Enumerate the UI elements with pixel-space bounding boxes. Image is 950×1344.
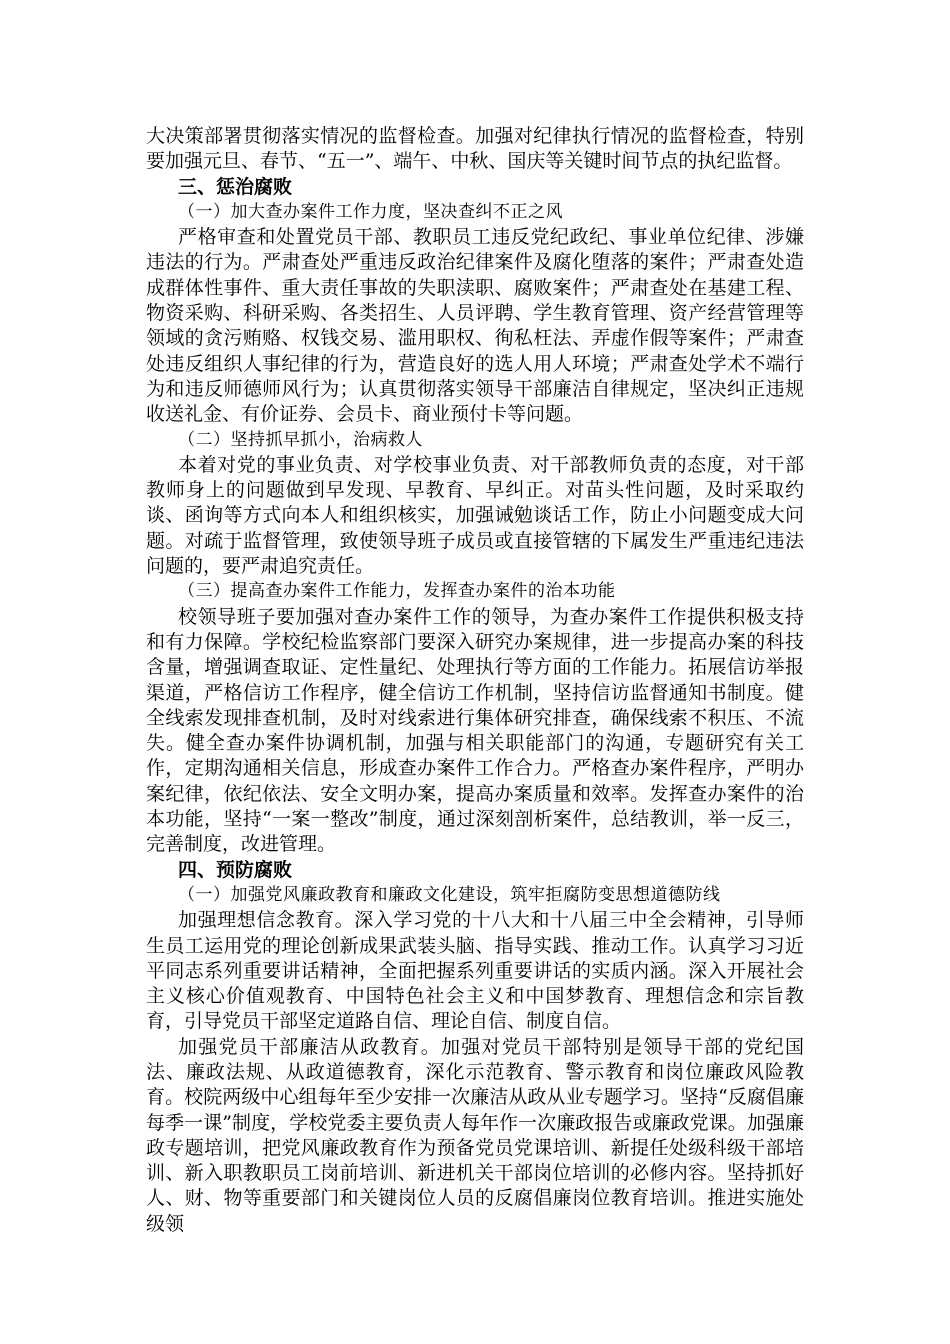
document-page <box>146 124 804 1237</box>
subheading-3-1: （一）加大查办案件工作力度，坚决查纠不正之风 <box>178 201 563 222</box>
section-heading-4: 四、预防腐败 <box>178 858 293 881</box>
paragraph: 本着对党的事业负责、对学校事业负责、对干部教师负责的态度，对干部教师身上的问题做到早发现、早教育、早纠正。对苗头性问题，及时采取约谈、函询等方式向本人和组织核实，加强诫勉谈话工作，防止小问题变成大问题。对疏于监督管理，致使领导班子成员或直接管辖的下属发生严重违纪违法问题的，要严肃追究责任。 <box>146 453 804 578</box>
paragraph: 加强理想信念教育。深入学习党的十八大和十八届三中全会精神，引导师生员工运用党的理论创新成果武装头脑、指导实践、推动工作。认真学习习近平同志系列重要讲话精神，全面把握系列重要讲话的实质内涵。深入开展社会主义核心价值观教育、中国特色社会主义和中国梦教育、理想信念和宗旨教育，引导党员干部坚定道路自信、理论自信、制度自信。 <box>146 909 804 1033</box>
subheading-3-2: （二）坚持抓早抓小，治病救人 <box>178 429 423 450</box>
paragraph: 加强党员干部廉洁从政教育。加强对党员干部特别是领导干部的党纪国法、廉政法规、从政道德教育，深化示范教育、警示教育和岗位廉政风险教育。校院两级中心组每年至少安排一次廉洁从政从业专题学习。坚持“反腐倡廉每季一课”制度，学校党委主要负责人每年作一次廉政报告或廉政党课。加强廉政专题培训，把党风廉政教育作为预备党员党课培训、新提任处级科级干部培训、新入职教职员工岗前培训、新进机关干部岗位培训的必修内容。坚持抓好人、财、物等重要部门和关键岗位人员的反腐倡廉岗位教育培训。推进实施处级领 <box>146 1035 804 1235</box>
subheading-4-1: （一）加强党风廉政教育和廉政文化建设，筑牢拒腐防变思想道德防线 <box>178 884 721 905</box>
section-heading-3: 三、惩治腐败 <box>178 175 293 198</box>
paragraph: 大决策部署贯彻落实情况的监督检查。加强对纪律执行情况的监督检查，特别要加强元旦、春节、“五一”、端午、中秋、国庆等关键时间节点的执纪监督。 <box>146 125 804 173</box>
subheading-3-3: （三）提高查办案件工作能力，发挥查办案件的治本功能 <box>178 581 616 602</box>
paragraph: 严格审查和处置党员干部、教职员工违反党纪政纪、事业单位纪律、涉嫌违法的行为。严肃查处严重违反政治纪律案件及腐化堕落的案件；严肃查处造成群体性事件、重大责任事故的失职渎职、腐败案件；严肃查处在基建工程、物资采购、科研采购、各类招生、人员评聘、学生教育管理、资产经营管理等领域的贪污贿赂、权钱交易、滥用职权、徇私枉法、弄虚作假等案件；严肃查处违反组织人事纪律的行为，营造良好的选人用人环境；严肃查处学术不端行为和违反师德师风行为；认真贯彻落实领导干部廉洁自律规定，坚决纠正违规收送礼金、有价证券、会员卡、商业预付卡等问题。 <box>146 226 804 426</box>
paragraph: 校领导班子要加强对查办案件工作的领导，为查办案件工作提供积极支持和有力保障。学校纪检监察部门要深入研究办案规律，进一步提高办案的科技含量，增强调查取证、定性量纪、处理执行等方面的工作能力。拓展信访举报渠道，严格信访工作程序，健全信访工作机制，坚持信访监督通知书制度。健全线索发现排查机制，及时对线索进行集体研究排查，确保线索不积压、不流失。健全查办案件协调机制，加强与相关职能部门的沟通，专题研究有关工作，定期沟通相关信息，形成查办案件工作合力。严格查办案件程序，严明办案纪律，依纪依法、安全文明办案，提高办案质量和效率。发挥查办案件的治本功能，坚持“一案一整改”制度，通过深刻剖析案件，总结教训，举一反三，完善制度，改进管理。 <box>146 605 804 856</box>
